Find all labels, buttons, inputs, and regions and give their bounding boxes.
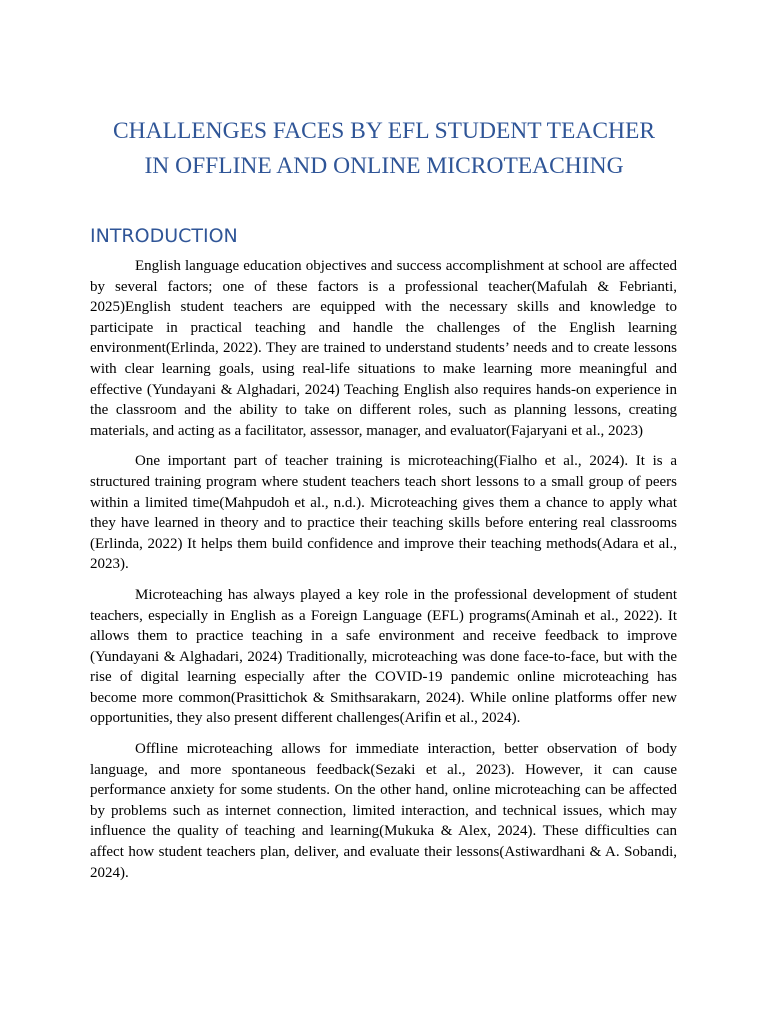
title-line-2: IN OFFLINE AND ONLINE MICROTEACHING [144,153,624,179]
section-body [90,256,677,893]
title-line-1: CHALLENGES FACES BY EFL STUDENT TEACHER [112,118,656,144]
paragraph-1: English language education objectives and success accomplishment at school are affected by several factors; one of these factors is a professional teacher(Mafulah & Febrianti, 2025)English student teachers are equipped with the necessary skills and knowledge to participate in practical teaching and handle the challenges of the English learning environment(Erlinda, 2022). They are trained to understand students’ needs and to create lessons with clear learning goals, using real-life situations to make learning more meaningful and effective (Yundayani & Alghadari, 2024) Teaching English also requires hands-on experience in the classroom and the ability to take on different roles, such as planning lessons, creating materials, and acting as a facilitator, assessor, manager, and evaluator(Fajaryani et al., 2023) [90,258,677,439]
document-title [60,114,708,184]
paragraph-2: One important part of teacher training is microteaching(Fialho et al., 2024). It is a structured training program where student teachers teach short lessons to a small group of peers within a limited time(Mahpudoh et al., n.d.). Microteaching gives them a chance to apply what they have learned in theory and to practice their teaching skills before entering real classrooms (Erlinda, 2022) It helps them build confidence and improve their teaching methods(Adara et al., 2023). [90,453,677,573]
paragraph-4: Offline microteaching allows for immediate interaction, better observation of body language, and more spontaneous feedback(Sezaki et al., 2023). However, it can cause performance anxiety for some students. On the other hand, online microteaching can be affected by problems such as internet connection, limited interaction, and technical issues, which may influence the quality of teaching and learning(Mukuka & Alex, 2024). These difficulties can affect how student teachers plan, deliver, and evaluate their lessons(Astiwardhani & A. Sobandi, 2024). [90,741,677,881]
section-heading-introduction: INTRODUCTION [90,225,238,247]
paragraph-3: Microteaching has always played a key role in the professional development of student teachers, especially in English as a Foreign Language (EFL) programs(Aminah et al., 2022). It allows them to practice teaching in a safe environment and receive feedback to improve (Yundayani & Alghadari, 2024) Traditionally, microteaching was done face-to-face, but with the rise of digital learning especially after the COVID-19 pandemic online microteaching has become more common(Prasittichok & Smithsarakarn, 2024). While online platforms offer new opportunities, they also present different challenges(Arifin et al., 2024). [90,586,677,727]
